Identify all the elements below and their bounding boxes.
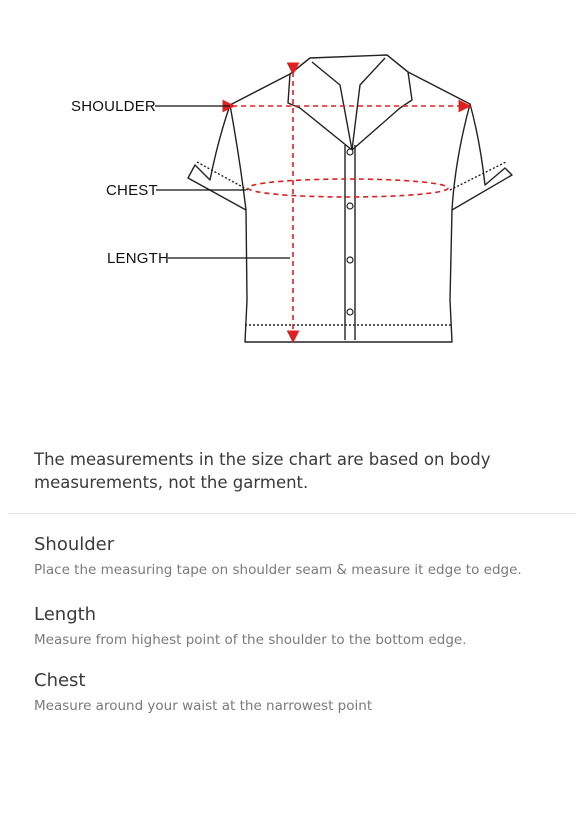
- shirt-outline-icon: [0, 0, 578, 400]
- guide-description: Measure around your waist at the narrowest point: [34, 698, 373, 714]
- guide-item-shoulder: [34, 534, 554, 579]
- guide-title: Shoulder: [34, 534, 115, 555]
- guide-title: Length: [34, 604, 97, 625]
- size-chart-note: The measurements in the size chart are based on body measurements, not the garment.: [34, 450, 491, 492]
- measurement-diagram: [0, 0, 578, 400]
- guide-description: Place the measuring tape on shoulder seam & measure it edge to edge.: [34, 562, 522, 578]
- shoulder-callout: SHOULDER: [71, 98, 156, 115]
- length-callout: LENGTH: [107, 250, 170, 267]
- guide-title: Chest: [34, 670, 86, 691]
- guide-item-length: [34, 604, 554, 649]
- divider: [8, 513, 576, 514]
- guide-item-chest: [34, 670, 554, 715]
- guide-description: Measure from highest point of the shoulder to the bottom edge.: [34, 632, 467, 648]
- chest-callout: CHEST: [106, 182, 158, 199]
